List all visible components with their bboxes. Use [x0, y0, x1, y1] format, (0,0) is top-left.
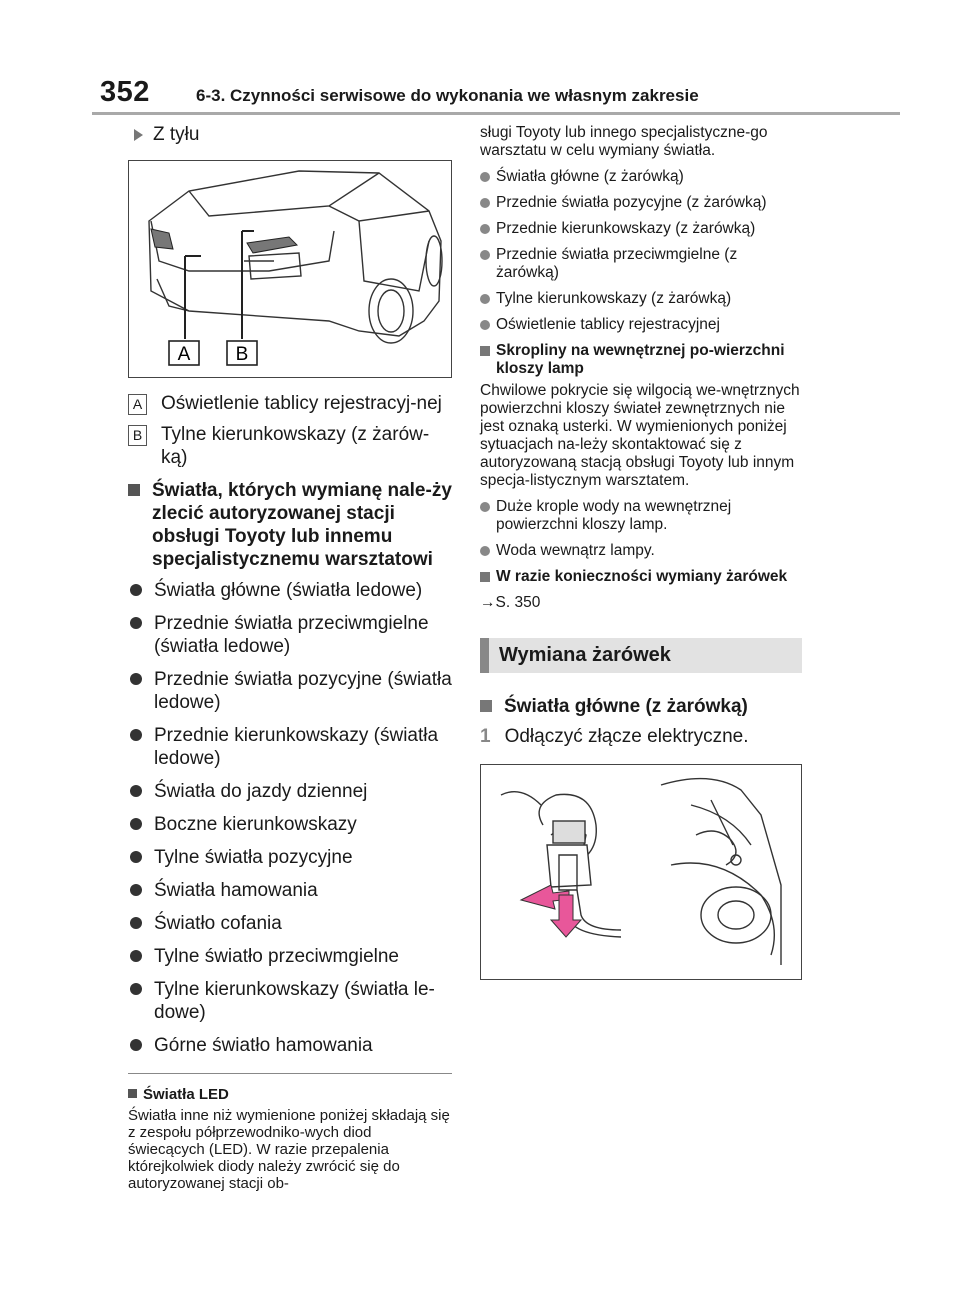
list-item: Tylne kierunkowskazy (światła le-dowe)	[128, 978, 452, 1024]
led-note-heading: Światła LED	[128, 1086, 452, 1103]
list-item: Boczne kierunkowskazy	[128, 813, 452, 836]
key-box-a: A	[128, 394, 147, 415]
step-number: 1	[480, 726, 491, 747]
connector-figure	[480, 764, 802, 980]
rear-car-illustration	[129, 161, 450, 376]
list-item: Przednie światła przeciwmgielne (światła ledowe)	[128, 612, 452, 658]
list-item: Przednie światła pozycyjne (z żarówką)	[480, 194, 802, 212]
left-column	[128, 124, 452, 1192]
square-bullet-icon	[128, 1089, 137, 1098]
bullet-dot-icon	[130, 983, 142, 995]
headlight-heading: Światła główne (z żarówką)	[480, 695, 802, 718]
list-item: Światła hamowania	[128, 879, 452, 902]
list-item: Przednie kierunkowskazy (światła ledowe)	[128, 724, 452, 770]
section-title: 6-3. Czynności serwisowe do wykonania we własnym zakresie	[196, 86, 699, 105]
key-box-b: B	[128, 425, 147, 446]
arrow-right-icon: →	[480, 594, 496, 611]
list-item: Górne światło hamowania	[128, 1034, 452, 1057]
key-a: A Oświetlenie tablicy rejestracyj-nej	[128, 392, 452, 415]
rear-subheading: Z tyłu	[128, 124, 452, 146]
bullet-dot-icon	[480, 294, 490, 304]
right-column	[480, 124, 802, 980]
list-item: Przednie światła pozycyjne (światła ledowe)	[128, 668, 452, 714]
bullet-dot-icon	[130, 950, 142, 962]
bullet-dot-icon	[130, 617, 142, 629]
dealer-lights-list	[128, 579, 452, 1057]
figure-label-a: A	[177, 344, 191, 365]
page-number: 352	[100, 76, 150, 108]
bullet-dot-icon	[130, 785, 142, 797]
bullet-dot-icon	[480, 224, 490, 234]
list-item: Woda wewnątrz lampy.	[480, 542, 802, 560]
bullet-dot-icon	[130, 729, 142, 741]
bullet-dot-icon	[480, 502, 490, 512]
replacement-heading: W razie konieczności wymiany żarówek	[480, 568, 802, 586]
square-bullet-icon	[480, 572, 490, 582]
condensation-text: Chwilowe pokrycie się wilgocią we-wnętrznych powierzchni kloszy świateł zewnętrznych nie jest oznaką usterki. W wymienionych poniżej sytuacjach na-leży skontaktować się z autoryzowaną stacją obsługi Toyoty lub innym specja-listycznym warsztatem.	[480, 382, 800, 489]
bullet-dot-icon	[480, 172, 490, 182]
bulb-lights-list	[480, 168, 802, 334]
condensation-heading: Skropliny na wewnętrznej po-wierzchni kloszy lamp	[480, 342, 802, 378]
list-item: Przednie kierunkowskazy (z żarówką)	[480, 220, 802, 238]
bullet-dot-icon	[130, 1039, 142, 1051]
step-text: Odłączyć złącze elektryczne.	[504, 726, 749, 747]
list-item: Oświetlenie tablicy rejestracyjnej	[480, 316, 802, 334]
list-item: Światła główne (światła ledowe)	[128, 579, 452, 602]
list-item: Światło cofania	[128, 912, 452, 935]
list-item: Światła główne (z żarówką)	[480, 168, 802, 186]
bullet-dot-icon	[480, 546, 490, 556]
rear-car-figure	[128, 160, 452, 378]
banner-accent-bar	[480, 638, 489, 673]
connector-illustration	[481, 765, 800, 978]
bullet-dot-icon	[130, 584, 142, 596]
bullet-dot-icon	[480, 250, 490, 260]
led-note-text: Światła inne niż wymienione poniżej składają się z zespołu półprzewodniko-wych diod świecących (LED). W razie przepalenia którejkolwiek diody należy zwrócić się do autoryzowanej stacji ob-	[128, 1107, 450, 1192]
bullet-dot-icon	[130, 673, 142, 685]
bullet-dot-icon	[130, 917, 142, 929]
list-item: Duże krople wody na wewnętrznej powierzchni kloszy lamp.	[480, 498, 802, 534]
bullet-dot-icon	[480, 320, 490, 330]
page-header	[0, 0, 960, 120]
list-item: Tylne światła pozycyjne	[128, 846, 452, 869]
page-reference-label: S. 350	[495, 594, 541, 611]
page-reference[interactable]	[480, 594, 802, 612]
list-item: Tylne kierunkowskazy (z żarówką)	[480, 290, 802, 308]
list-item: Tylne światło przeciwmgielne	[128, 945, 452, 968]
list-item: Światła do jazdy dziennej	[128, 780, 452, 803]
square-bullet-icon	[480, 346, 490, 356]
triangle-icon	[134, 129, 143, 141]
figure-label-b: B	[235, 344, 249, 365]
square-bullet-icon	[480, 700, 492, 712]
dealer-lights-heading: Światła, których wymianę nale-ży zlecić autoryzowanej stacji obsługi Toyoty lub innemu specjalistycznemu warsztatowi	[128, 479, 452, 571]
header-divider	[92, 112, 900, 115]
section-banner	[480, 638, 802, 673]
key-b: B Tylne kierunkowskazy (z żarów-ką)	[128, 423, 452, 469]
bullet-dot-icon	[130, 851, 142, 863]
square-bullet-icon	[128, 484, 140, 496]
list-item: Przednie światła przeciwmgielne (z żarówką)	[480, 246, 802, 282]
banner-title: Wymiana żarówek	[499, 644, 671, 666]
note-divider	[128, 1073, 452, 1074]
bullet-dot-icon	[130, 884, 142, 896]
bullet-dot-icon	[130, 818, 142, 830]
continued-text: sługi Toyoty lub innego specjalistyczne-go warsztatu w celu wymiany światła.	[480, 124, 768, 159]
step-1	[480, 726, 802, 748]
bullet-dot-icon	[480, 198, 490, 208]
